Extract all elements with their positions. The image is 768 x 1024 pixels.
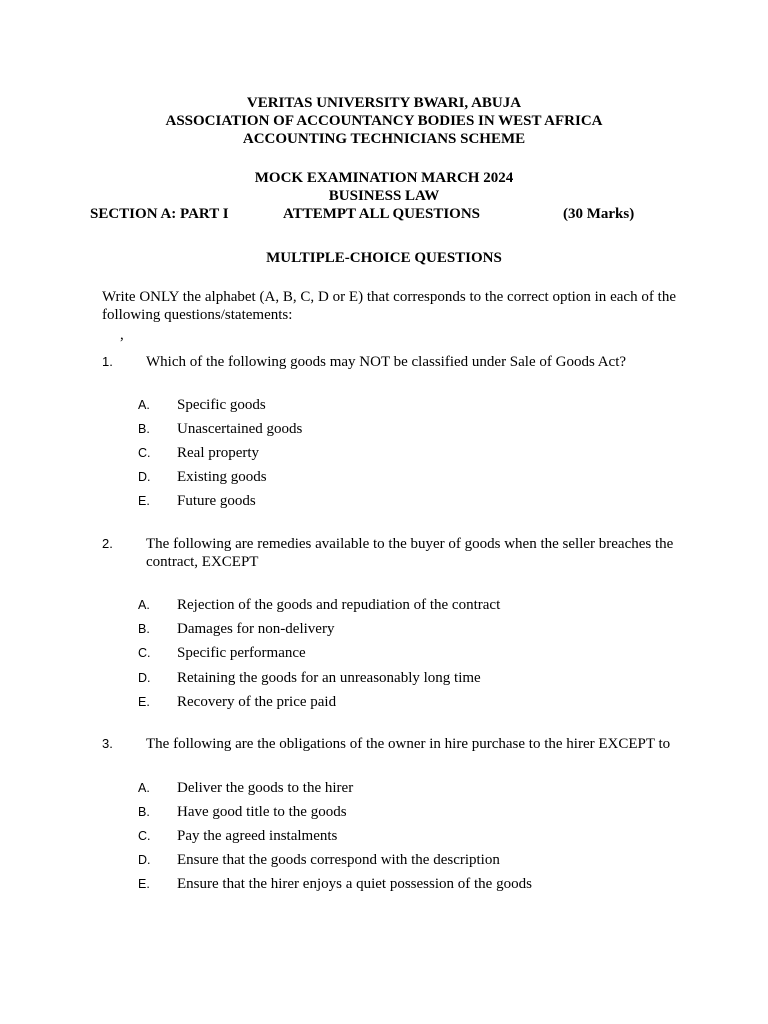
option-text: Unascertained goods	[177, 421, 303, 437]
option-letter: D.	[138, 671, 151, 685]
section-label: SECTION A: PART I	[90, 206, 229, 222]
attempt-instruction: ATTEMPT ALL QUESTIONS	[283, 206, 481, 222]
option-text: Rejection of the goods and repudiation of the contract	[177, 597, 501, 613]
option-text: Specific goods	[177, 397, 266, 413]
question-text: The following are the obligations of the owner in hire purchase to the hirer EXCEPT to	[146, 736, 671, 752]
option-text: Ensure that the goods correspond with the description	[177, 852, 500, 868]
option-text: Damages for non-delivery	[177, 621, 335, 637]
option-text: Recovery of the price paid	[177, 694, 337, 710]
option-letter: D.	[138, 470, 151, 484]
option-text: Have good title to the goods	[177, 804, 347, 820]
exam-title: MOCK EXAMINATION MARCH 2024	[254, 170, 514, 186]
option-letter: C.	[138, 829, 151, 843]
option-letter: A.	[138, 781, 150, 795]
option-letter: E.	[138, 877, 150, 891]
marks-label: (30 Marks)	[563, 206, 635, 222]
option-text: Existing goods	[177, 469, 267, 485]
option-letter: D.	[138, 853, 151, 867]
option-letter: E.	[138, 695, 150, 709]
option-letter: E.	[138, 494, 150, 508]
option-text: Retaining the goods for an unreasonably long time	[177, 670, 481, 686]
subject-title: BUSINESS LAW	[328, 188, 440, 204]
option-letter: C.	[138, 446, 151, 460]
option-text: Future goods	[177, 493, 256, 509]
option-text: Pay the agreed instalments	[177, 828, 338, 844]
option-letter: C.	[138, 646, 151, 660]
instruction-text: Write ONLY the alphabet (A, B, C, D or E) that corresponds to the correct option in each of the following questions/statements:	[102, 289, 676, 323]
option-letter: B.	[138, 622, 150, 636]
question-text: The following are remedies available to the buyer of goods when the seller breaches the contract, EXCEPT	[146, 536, 674, 570]
question-number: 3.	[102, 736, 113, 751]
option-letter: B.	[138, 805, 150, 819]
scheme-name: ACCOUNTING TECHNICIANS SCHEME	[242, 131, 526, 147]
option-text: Specific performance	[177, 645, 306, 661]
university-name: VERITAS UNIVERSITY BWARI, ABUJA	[246, 95, 522, 111]
option-letter: A.	[138, 598, 150, 612]
question-text: Which of the following goods may NOT be classified under Sale of Goods Act?	[146, 354, 627, 370]
mcq-title: MULTIPLE-CHOICE QUESTIONS	[266, 250, 502, 266]
option-letter: A.	[138, 398, 150, 412]
option-text: Real property	[177, 445, 260, 461]
question-number: 1.	[102, 354, 113, 369]
stray-mark: ,	[120, 327, 124, 343]
option-text: Ensure that the hirer enjoys a quiet possession of the goods	[177, 876, 532, 892]
option-letter: B.	[138, 422, 150, 436]
question-number: 2.	[102, 536, 113, 551]
option-text: Deliver the goods to the hirer	[177, 780, 354, 796]
association-name: ASSOCIATION OF ACCOUNTANCY BODIES IN WEST AFRICA	[165, 113, 603, 129]
